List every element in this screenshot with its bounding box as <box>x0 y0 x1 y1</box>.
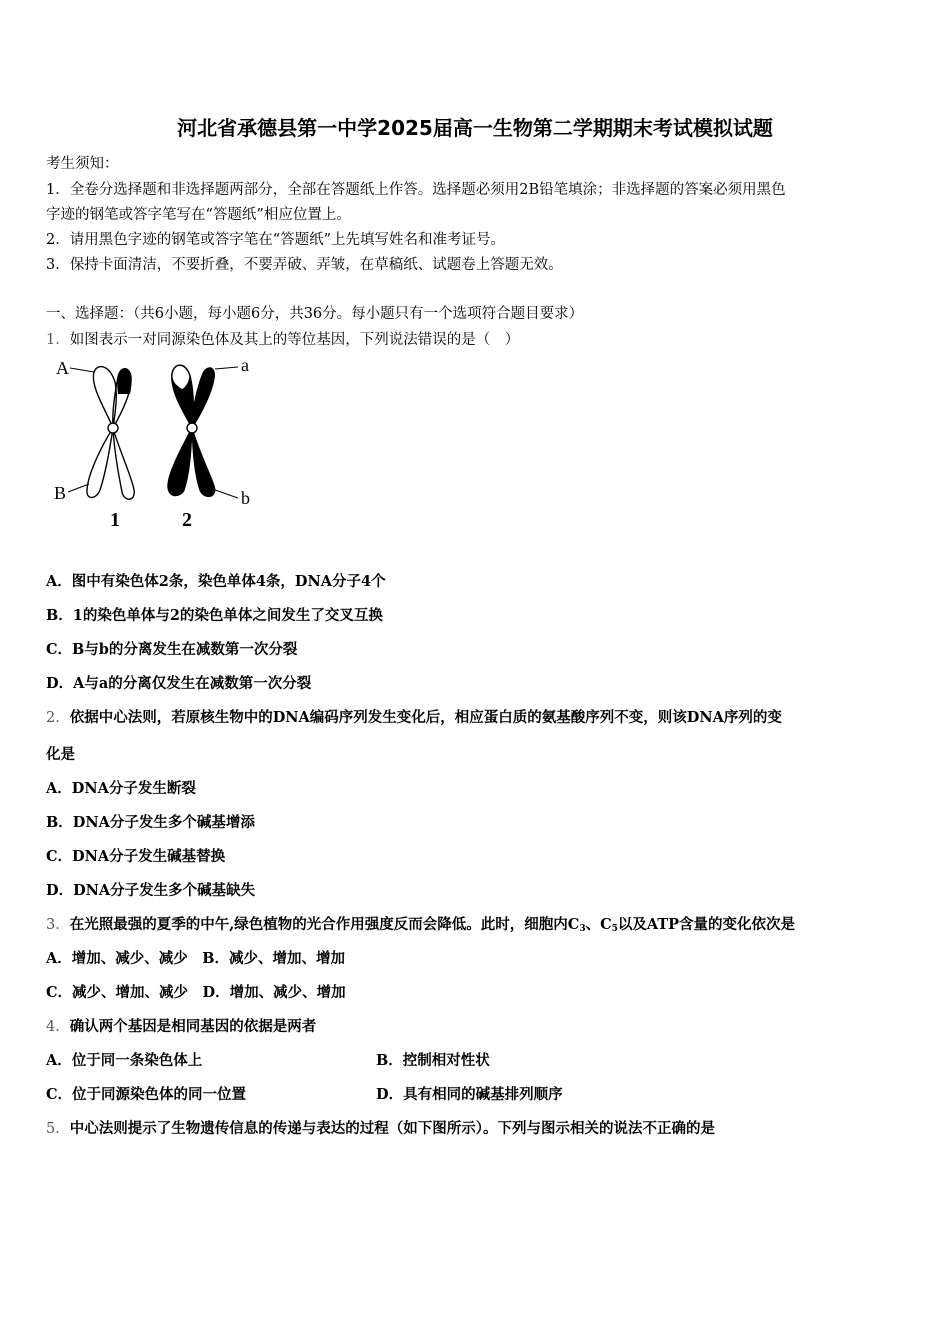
question-number: 5． <box>46 1121 70 1137</box>
label-B: B <box>54 483 67 503</box>
pointer-A <box>70 368 94 372</box>
q4-option-b: B．控制相对性状 <box>376 1052 490 1069</box>
question-4 <box>46 1015 316 1036</box>
centromere-1 <box>108 423 118 433</box>
notice-item-3: 3．保持卡面清洁，不要折叠，不要弄破、弄皱，在草稿纸、试题卷上答题无效。 <box>46 257 563 273</box>
question-text: 中心法则提示了生物遗传信息的传递与表达的过程（如下图所示）。下列与图示相关的说法不正确的是 <box>69 1120 715 1137</box>
q1-option-c: C．B与b的分离发生在减数第一次分裂 <box>46 641 298 658</box>
question-text: 确认两个基因是相同基因的依据是两者 <box>69 1018 317 1035</box>
q2-option-c: C．DNA分子发生碱基替换 <box>46 848 226 865</box>
q4-option-d: D．具有相同的碱基排列顺序 <box>376 1086 563 1103</box>
section-heading: 一、选择题：（共6小题，每小题6分，共36分。每小题只有一个选项符合题目要求） <box>46 306 584 322</box>
chromosome-1-dark-segment <box>117 369 131 394</box>
notice-item-1-cont: 字迹的钢笔或答字笔写在“答题纸”相应位置上。 <box>46 207 351 223</box>
pointer-a <box>215 367 238 369</box>
q4-option-a: A．位于同一条染色体上 <box>46 1052 203 1069</box>
label-A: A <box>56 358 69 378</box>
pointer-B <box>68 484 89 492</box>
question-3 <box>46 913 795 934</box>
notice-heading: 考生须知： <box>46 156 119 172</box>
q1-option-a: A．图中有染色体2条，染色单体4条，DNA分子4个 <box>46 573 386 590</box>
q2-option-d: D．DNA分子发生多个碱基缺失 <box>46 882 256 899</box>
question-2 <box>46 706 782 727</box>
question-5 <box>46 1117 715 1138</box>
centromere-2 <box>187 423 197 433</box>
question-number: 4． <box>46 1019 70 1035</box>
question-number: 2． <box>46 710 70 726</box>
question-1 <box>46 328 519 349</box>
pointer-b <box>215 490 238 498</box>
q4-option-c: C．位于同源染色体的同一位置 <box>46 1086 247 1103</box>
q2-option-a: A．DNA分子发生断裂 <box>46 780 196 797</box>
label-b: b <box>241 488 250 508</box>
q1-option-d: D．A与a的分离仅发生在减数第一次分裂 <box>46 675 312 692</box>
question-text: 以及ATP含量的变化依次是 <box>617 916 796 933</box>
question-text: 、C <box>585 916 612 933</box>
chromosome-figure <box>52 352 262 532</box>
q3-options-row-1: A．增加、减少、减少 B．减少、增加、增加 <box>46 950 346 967</box>
subscript: 3 <box>579 924 586 934</box>
chromosome-diagram <box>52 352 262 532</box>
q3-options-row-2: C．减少、增加、减少 D．增加、减少、增加 <box>46 984 346 1001</box>
label-1: 1 <box>110 509 120 531</box>
question-text: 如图表示一对同源染色体及其上的等位基因，下列说法错误的是（ ） <box>69 332 520 348</box>
q1-option-b: B．1的染色单体与2的染色单体之间发生了交叉互换 <box>46 607 383 624</box>
q2-option-b: B．DNA分子发生多个碱基增添 <box>46 814 255 831</box>
question-2-cont: 化是 <box>46 746 75 763</box>
question-text: 在光照最强的夏季的中午,绿色植物的光合作用强度反而会降低。此时，细胞内C <box>69 916 580 933</box>
notice-item-2: 2．请用黑色字迹的钢笔或答字笔在“答题纸”上先填写姓名和准考证号。 <box>46 232 506 248</box>
subscript: 5 <box>611 924 618 934</box>
label-a: a <box>241 355 249 375</box>
question-number: 3． <box>46 917 70 933</box>
question-number: 1． <box>46 332 70 348</box>
label-2: 2 <box>182 509 192 531</box>
notice-item-1: 1．全卷分选择题和非选择题两部分，全部在答题纸上作答。选择题必须用2B铅笔填涂；非选择题的答案必须用黑色 <box>46 182 786 198</box>
page-title: 河北省承德县第一中学2025届高一生物第二学期期末考试模拟试题 <box>177 116 773 140</box>
question-text: 依据中心法则，若原核生物中的DNA编码序列发生变化后，相应蛋白质的氨基酸序列不变，则该DNA序列的变 <box>69 709 782 726</box>
